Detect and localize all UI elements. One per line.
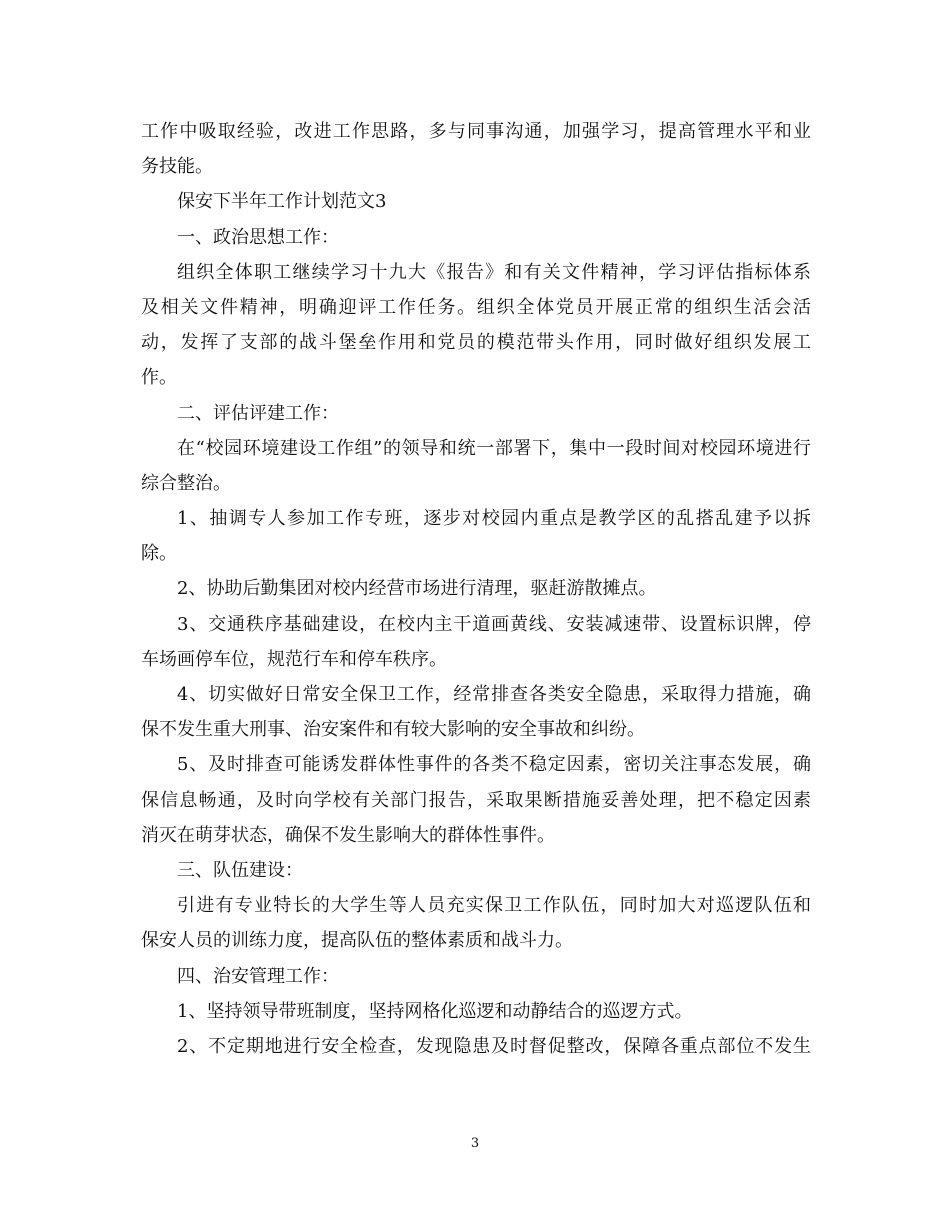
text-line: 2、协助后勤集团对校内经营市场进行清理，驱赶游散摊点。: [177, 578, 657, 600]
text-line: 保安人员的训练力度，提高队伍的整体素质和战斗力。: [141, 930, 573, 952]
text-line: 5、及时排查可能诱发群体性事件的各类不稳定因素，密切关注事态发展，确: [177, 754, 811, 776]
text-line: 引进有专业特长的大学生等人员充实保卫工作队伍，同时加大对巡逻队伍和: [177, 895, 811, 917]
section-heading: 四、治安管理工作：: [177, 965, 339, 987]
text-line: 动，发挥了支部的战斗堡垒作用和党员的模范带头作用，同时做好组织发展工: [141, 332, 811, 354]
text-line: 综合整治。: [141, 472, 231, 494]
text-line: 工作中吸取经验，改进工作思路，多与同事沟通，加强学习，提高管理水平和业: [141, 121, 811, 142]
section-heading: 二、评估评建工作：: [177, 402, 339, 424]
text-line: 4、切实做好日常安全保卫工作，经常排查各类安全隐患，采取得力措施，确: [177, 684, 811, 705]
page-number: 3: [470, 1136, 480, 1151]
text-line: 消灭在萌芽状态，确保不发生影响大的群体性事件。: [141, 824, 555, 846]
text-line: 3、交通秩序基础建设，在校内主干道画黄线、安装减速带、设置标识牌，停: [177, 613, 811, 635]
text-line: 及相关文件精神，明确迎评工作任务。组织全体党员开展正常的组织生活会活: [141, 296, 811, 318]
section-heading: 一、政治思想工作：: [177, 226, 339, 248]
document-body: [141, 114, 811, 1064]
text-line: 保信息畅通，及时向学校有关部门报告，采取果断措施妥善处理，把不稳定因素: [141, 789, 811, 811]
text-line: 2、不定期地进行安全检查，发现隐患及时督促整改，保障各重点部位不发生: [177, 1035, 811, 1057]
text-line: 组织全体职工继续学习十九大《报告》和有关文件精神，学习评估指标体系: [177, 261, 811, 283]
section-title: 保安下半年工作计划范文3: [177, 191, 387, 213]
text-line: 除。: [141, 543, 177, 565]
text-line: 作。: [141, 367, 177, 389]
text-line: 保不发生重大刑事、治安案件和有较大影响的安全事故和纠纷。: [141, 719, 645, 741]
text-line: 车场画停车位，规范行车和停车秩序。: [141, 648, 447, 670]
text-line: 在“校园环境建设工作组”的领导和统一部署下，集中一段时间对校园环境进行: [177, 437, 811, 459]
text-line: 务技能。: [141, 156, 213, 178]
text-line: 1、坚持领导带班制度，坚持网格化巡逻和动静结合的巡逻方式。: [177, 1000, 693, 1022]
section-heading: 三、队伍建设：: [177, 859, 303, 881]
text-line: 1、抽调专人参加工作专班，逐步对校园内重点是教学区的乱搭乱建予以拆: [177, 508, 811, 530]
